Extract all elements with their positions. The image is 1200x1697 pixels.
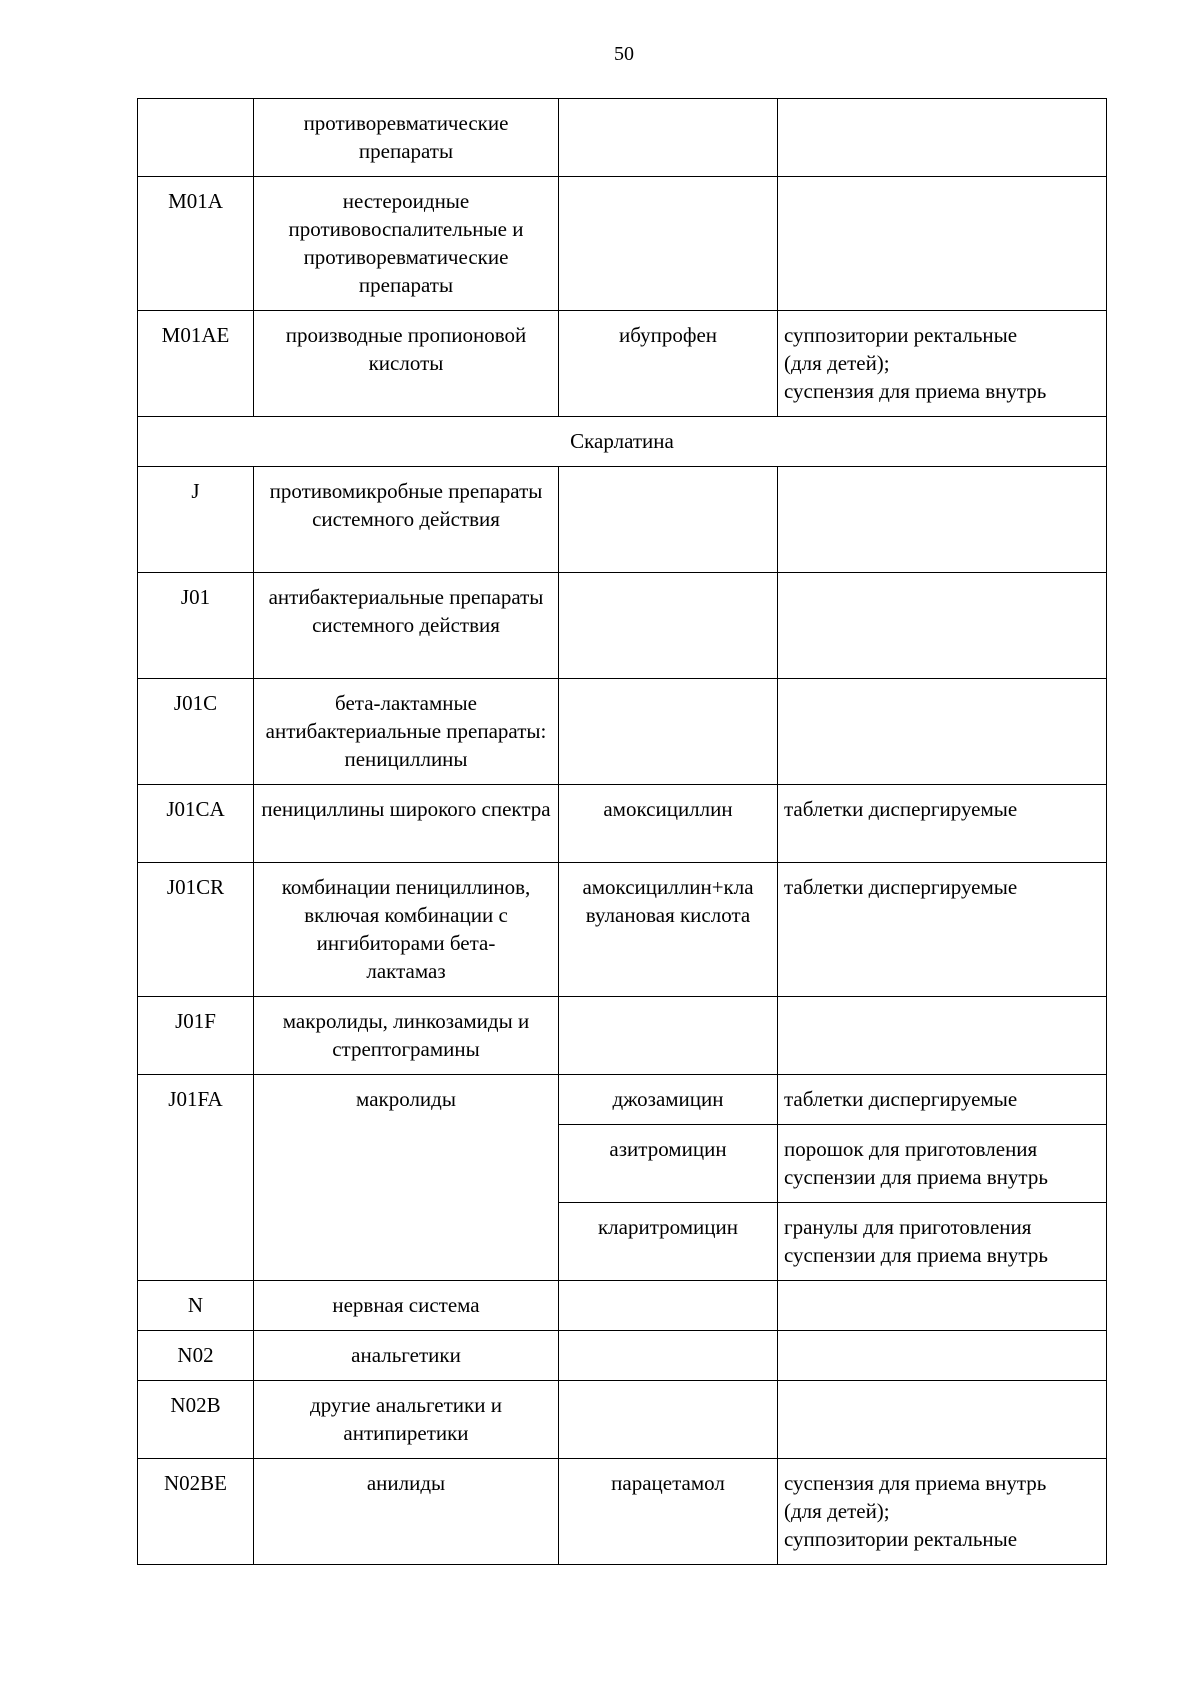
- drug-name-line: амоксициллин+кла: [582, 875, 754, 899]
- drug-table: [137, 98, 1107, 1565]
- drug-name-cell: кларитромицин: [559, 1203, 778, 1281]
- drug-name-cell: джозамицин: [559, 1075, 778, 1125]
- table-row: [138, 785, 1107, 863]
- atc-group-cell: бета-лактамные антибактериальные препараты: пенициллины: [254, 679, 559, 785]
- table-row: [138, 863, 1107, 997]
- drug-name-cell: [559, 99, 778, 177]
- dosage-form-cell: [778, 467, 1107, 573]
- dosage-form-line: суспензия для приема внутрь: [784, 1471, 1047, 1495]
- table-row: [138, 1459, 1107, 1565]
- atc-code-cell: M01AE: [138, 311, 254, 417]
- atc-group-cell: пенициллины широкого спектра: [254, 785, 559, 863]
- dosage-form-cell: [778, 1281, 1107, 1331]
- dosage-form-line: суппозитории ректальные: [784, 323, 1018, 347]
- atc-code-cell: M01A: [138, 177, 254, 311]
- drug-name-cell: [559, 679, 778, 785]
- dosage-form-cell: таблетки диспергируемые: [778, 863, 1107, 997]
- section-row: [138, 417, 1107, 467]
- table-row: [138, 1381, 1107, 1459]
- table-row: [138, 99, 1107, 177]
- atc-group-line: включая комбинации с: [304, 903, 508, 927]
- drug-name-cell: [559, 1281, 778, 1331]
- table-row: [138, 997, 1107, 1075]
- atc-group-line: лактамаз: [366, 959, 446, 983]
- atc-group-cell: анальгетики: [254, 1331, 559, 1381]
- table-row: [138, 1075, 1107, 1125]
- atc-code-cell: J01CA: [138, 785, 254, 863]
- dosage-form-cell: [778, 311, 1107, 417]
- atc-code-cell: J: [138, 467, 254, 573]
- atc-code-cell: N02: [138, 1331, 254, 1381]
- drug-name-cell: [559, 863, 778, 997]
- drug-name-cell: [559, 467, 778, 573]
- atc-code-cell: N02B: [138, 1381, 254, 1459]
- table-row: [138, 177, 1107, 311]
- dosage-form-cell: [778, 1459, 1107, 1565]
- atc-group-line: ингибиторами бета-: [316, 931, 496, 955]
- table-row: [138, 679, 1107, 785]
- atc-group-cell: макролиды: [254, 1075, 559, 1281]
- table-row: [138, 1331, 1107, 1381]
- drug-name-cell: [559, 1331, 778, 1381]
- table-row: [138, 467, 1107, 573]
- dosage-form-cell: [778, 177, 1107, 311]
- atc-group-cell: противомикробные препараты системного действия: [254, 467, 559, 573]
- dosage-form-cell: [778, 679, 1107, 785]
- atc-group-cell: противоревматические препараты: [254, 99, 559, 177]
- atc-code-cell: J01: [138, 573, 254, 679]
- dosage-form-line: суппозитории ректальные: [784, 1527, 1018, 1551]
- drug-name-cell: [559, 573, 778, 679]
- atc-code-cell: N02BE: [138, 1459, 254, 1565]
- dosage-form-line: гранулы для приготовления: [784, 1215, 1032, 1239]
- drug-name-cell: парацетамол: [559, 1459, 778, 1565]
- drug-name-line: вулановая кислота: [585, 903, 751, 927]
- dosage-form-line: суспензии для приема внутрь: [784, 1165, 1048, 1189]
- atc-code-cell: N: [138, 1281, 254, 1331]
- dosage-form-cell: [778, 1331, 1107, 1381]
- dosage-form-line: (для детей);: [784, 1499, 890, 1523]
- drug-name-cell: амоксициллин: [559, 785, 778, 863]
- drug-name-cell: [559, 1381, 778, 1459]
- dosage-form-cell: таблетки диспергируемые: [778, 1075, 1107, 1125]
- dosage-form-cell: [778, 997, 1107, 1075]
- dosage-form-cell: [778, 573, 1107, 679]
- atc-group-cell: нестероидные противовоспалительные и противоревматические препараты: [254, 177, 559, 311]
- dosage-form-cell: [778, 1381, 1107, 1459]
- drug-name-cell: [559, 997, 778, 1075]
- dosage-form-cell: [778, 99, 1107, 177]
- drug-name-cell: азитромицин: [559, 1125, 778, 1203]
- atc-code-cell: J01C: [138, 679, 254, 785]
- page-number: 50: [614, 43, 634, 65]
- dosage-form-line: суспензия для приема внутрь: [784, 379, 1047, 403]
- dosage-form-cell: [778, 1203, 1107, 1281]
- atc-group-cell: макролиды, линкозамиды и стрептограмины: [254, 997, 559, 1075]
- atc-group-cell: нервная система: [254, 1281, 559, 1331]
- dosage-form-line: (для детей);: [784, 351, 890, 375]
- atc-code-cell: J01F: [138, 997, 254, 1075]
- dosage-form-cell: [778, 1125, 1107, 1203]
- atc-group-cell: анилиды: [254, 1459, 559, 1565]
- dosage-form-line: порошок для приготовления: [784, 1137, 1038, 1161]
- dosage-form-cell: таблетки диспергируемые: [778, 785, 1107, 863]
- atc-code-cell: [138, 99, 254, 177]
- atc-code-cell: J01CR: [138, 863, 254, 997]
- table-row: [138, 1281, 1107, 1331]
- atc-group-line: комбинации пенициллинов,: [281, 875, 531, 899]
- atc-code-cell: J01FA: [138, 1075, 254, 1281]
- table-row: [138, 573, 1107, 679]
- section-title: Скарлатина: [138, 417, 1107, 467]
- table-row: [138, 311, 1107, 417]
- atc-group-cell: антибактериальные препараты системного действия: [254, 573, 559, 679]
- atc-group-cell: [254, 863, 559, 997]
- drug-name-cell: [559, 177, 778, 311]
- drug-name-cell: ибупрофен: [559, 311, 778, 417]
- dosage-form-line: суспензии для приема внутрь: [784, 1243, 1048, 1267]
- atc-group-cell: производные пропионовой кислоты: [254, 311, 559, 417]
- atc-group-cell: другие анальгетики и антипиретики: [254, 1381, 559, 1459]
